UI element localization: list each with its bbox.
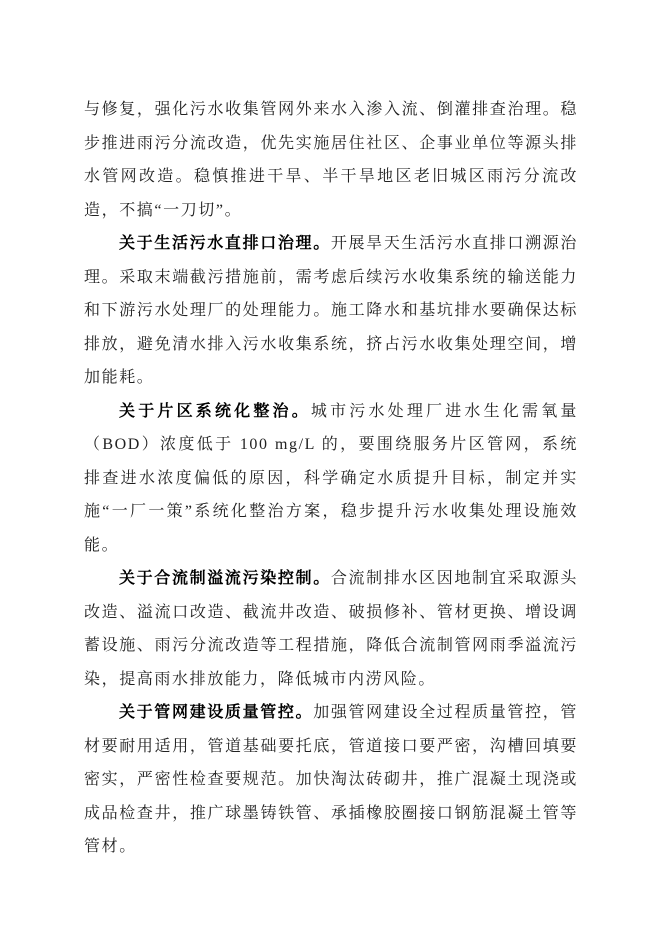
paragraph-body: 城市污水处理厂进水生化需氧量（BOD）浓度低于 100 mg/L 的，要围绕服务片区管网，系统排查进水浓度偏低的原因，科学确定水质提升目标，制定并实施“一厂一策”系统化整治方案，稳步提升污水收集处理设施效能。 xyxy=(84,402,578,554)
paragraph-body: 开展旱天生活污水直排口溯源治理。采取末端截污措施前，需考虑后续污水收集系统的输送能力和下游污水处理厂的处理能力。施工降水和基坑排水要确保达标排放，避免清水排入污水收集系统，挤占污水收集处理空间，增加能耗。 xyxy=(84,235,578,386)
document-content xyxy=(84,93,578,864)
paragraph-lead: 关于片区系统化整治。 xyxy=(119,402,311,420)
paragraph-overflow-pollution xyxy=(84,562,578,696)
paragraph-district-systematic xyxy=(84,395,578,563)
paragraph-body: 合流制排水区因地制宜采取源头改造、溢流口改造、截流井改造、破损修补、管材更换、增设调蓄设施、雨污分流改造等工程措施，降低合流制管网雨季溢流污染，提高雨水排放能力，降低城市内涝风险。 xyxy=(84,570,578,688)
paragraph-construction-quality xyxy=(84,696,578,864)
paragraph-body: 加强管网建设全过程质量管控，管材要耐用适用，管道基础要托底，管道接口要严密，沟槽回填要密实，严密性检查要规范。加快淘汰砖砌井，推广混凝土现浇或成品检查井，推广球墨铸铁管、承插橡胶圈接口钢筋混凝土管等管材。 xyxy=(84,704,578,855)
paragraph-lead: 关于合流制溢流污染控制。 xyxy=(119,570,331,587)
paragraph-lead: 关于生活污水直排口治理。 xyxy=(119,235,331,252)
paragraph-lead: 关于管网建设质量管控。 xyxy=(119,704,314,721)
paragraph-continuation xyxy=(84,93,578,227)
paragraph-direct-outfall xyxy=(84,227,578,395)
paragraph-body: 与修复，强化污水收集管网外来水入渗入流、倒灌排查治理。稳步推进雨污分流改造，优先实施居住社区、企事业单位等源头排水管网改造。稳慎推进干旱、半干旱地区老旧城区雨污分流改造，不搞“一刀切”。 xyxy=(84,101,578,219)
